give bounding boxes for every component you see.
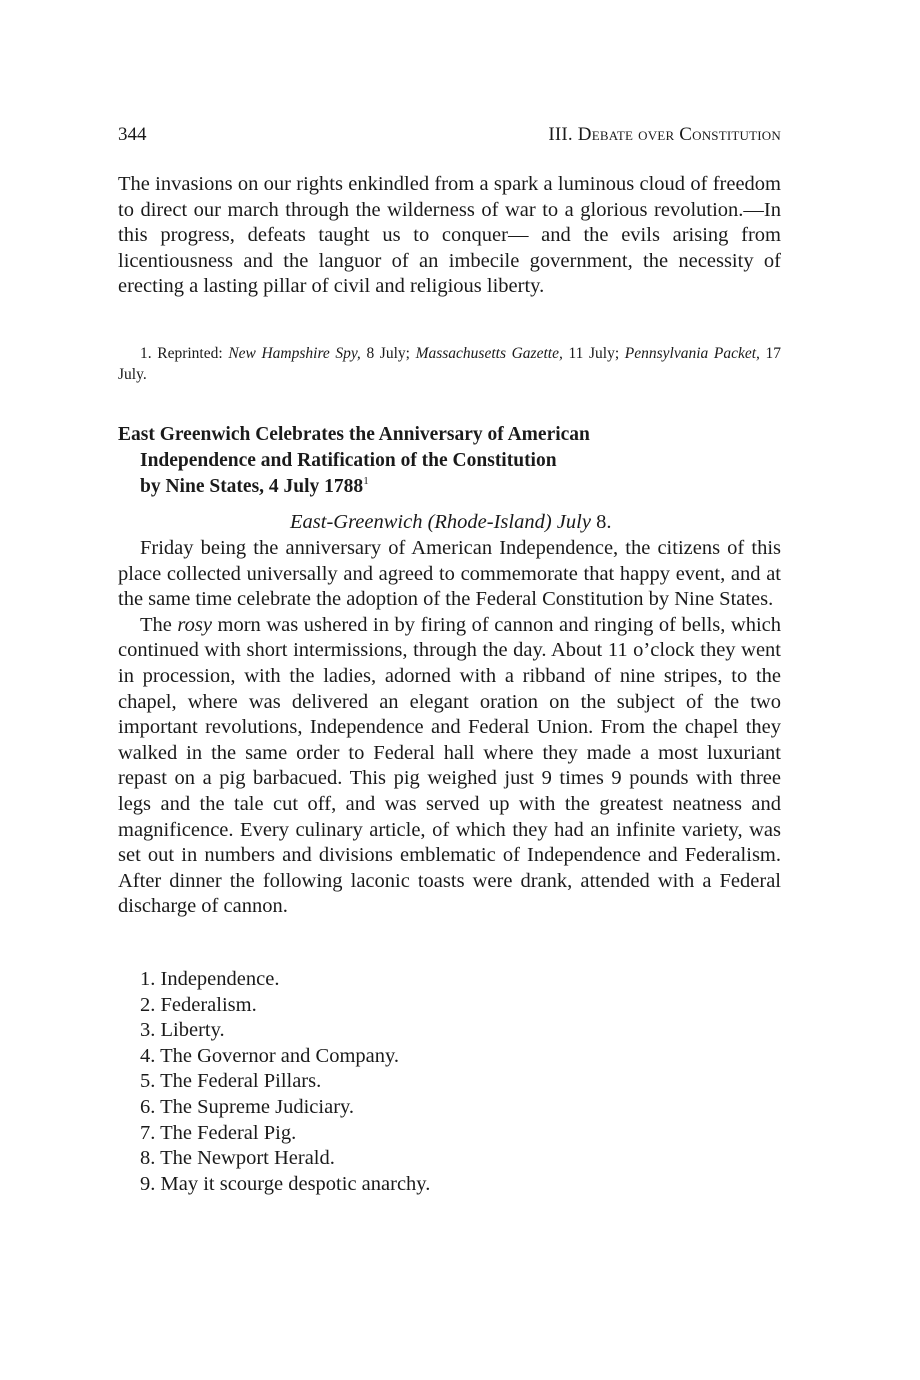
paragraph — [118, 613, 781, 920]
article-heading — [118, 422, 758, 500]
list-item: 8. The Newport Herald. — [140, 1147, 335, 1170]
paragraph-start: The — [140, 613, 172, 636]
footnote-date: 17 July. — [118, 345, 782, 383]
page-number: 344 — [118, 124, 147, 145]
paragraph: Friday being the anniversary of American Independence, the citizens of this place collected universally and agreed to commemorate that happy event, and at the same time celebrate the adoption of the Federal Constitution by Nine States. — [118, 537, 781, 611]
footnote — [118, 343, 781, 385]
intro-paragraph: The invasions on our rights enkindled from a spark a luminous cloud of freedom to direct our march through the wilderness of war to a glorious revolution.—In this progress, defeats taught us to conquer— and the evils arising from licentiousness and the languor of an imbecile government, the necessity of erecting a lasting pillar of civil and religious liberty. — [118, 173, 781, 298]
heading-line — [118, 474, 758, 500]
list-item: 1. Independence. — [140, 968, 280, 990]
list-item: 4. The Governor and Company. — [140, 1044, 400, 1067]
heading-line: Independence and Ratification of the Constitution — [140, 450, 557, 471]
list-item: 2. Federalism. — [140, 993, 257, 1016]
footnote-source: New Hampshire Spy, — [228, 345, 361, 362]
list-item: 7. The Federal Pig. — [140, 1121, 297, 1144]
toast-list — [140, 967, 430, 1197]
paragraph-rest: morn was ushered in by firing of cannon and ringing of bells, which continued with short intermissions, through the day. About 11 o’clock they went in procession, with the ladies, adorned with a ribband of nine stripes, to the chapel, where was delivered an elegant oration on the subject of the two important revolutions, Independence and Federal Union. From the chapel they walked in the same order to Federal hall where they made a most luxuriant repast on a pig barbacued. This pig weighed just 9 times 9 pounds with three legs and the tale cut off, and was served up with the greatest neatness and magnificence. Every culinary article, of which they had an infinite variety, was set out in numbers and divisions emblematic of Independence and Federalism. After dinner the following laconic toasts were drank, attended with a Federal discharge of cannon. — [118, 613, 782, 918]
footnote-source: Massachusetts Gazette, — [415, 345, 563, 362]
intro-text — [118, 172, 781, 300]
section-title: III. Debate over Constitution — [548, 124, 781, 145]
footnote-lead: Reprinted: — [157, 345, 223, 362]
paragraph-italic: rosy — [177, 613, 212, 636]
list-item: 3. Liberty. — [140, 1019, 225, 1042]
article-body — [118, 536, 781, 920]
footnote-number: 1. — [140, 345, 152, 362]
heading-line-text: by Nine States, 4 July 1788 — [140, 476, 364, 497]
dateline-place: East-Greenwich (Rhode-Island) July — [290, 511, 591, 533]
footnote-source: Pennsylvania Packet, — [624, 345, 760, 362]
running-head — [118, 124, 781, 146]
dateline — [290, 510, 611, 536]
footnote-date: 11 July; — [568, 345, 620, 362]
list-item: 6. The Supreme Judiciary. — [140, 1095, 355, 1118]
heading-note-ref: 1 — [363, 475, 369, 487]
dateline-day: 8. — [596, 511, 612, 533]
list-item: 9. May it scourge despotic anarchy. — [140, 1172, 431, 1195]
list-item: 5. The Federal Pillars. — [140, 1070, 322, 1093]
heading-line: East Greenwich Celebrates the Anniversary of American — [118, 424, 590, 445]
footnote-date: 8 July; — [366, 345, 410, 362]
